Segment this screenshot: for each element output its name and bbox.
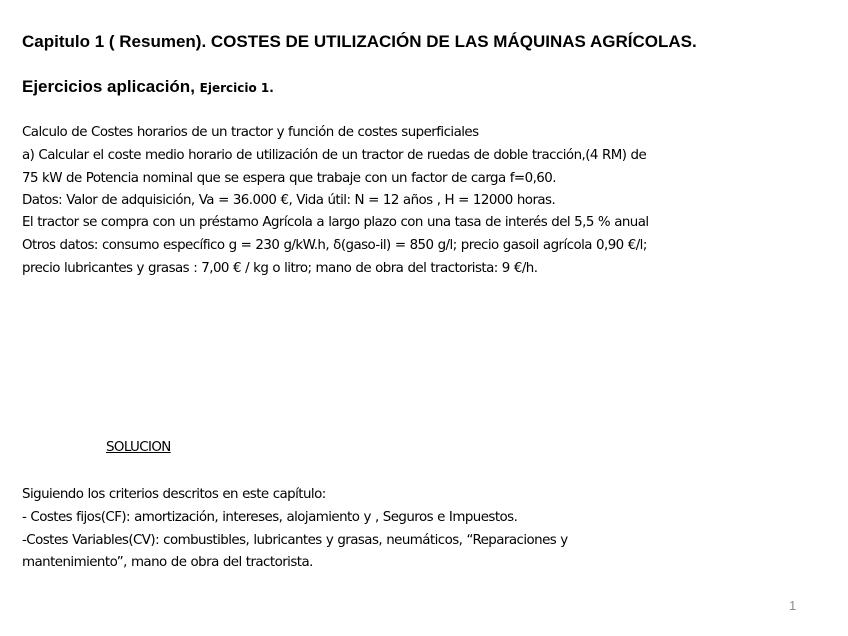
- solution-line-1: Siguiendo los criterios descritos en este capítulo:: [22, 487, 326, 502]
- subtitle-exercise-number: Ejercicio 1.: [199, 81, 274, 95]
- problem-line-6: Otros datos: consumo específico g = 230 g/kW.h, δ(gaso-il) = 850 g/l; precio gasoil agrícola 0,90 €/l;: [22, 238, 647, 253]
- page-number: 1: [789, 598, 797, 613]
- solution-line-4: mantenimiento”, mano de obra del tractorista.: [22, 555, 313, 570]
- solution-line-3: -Costes Variables(CV): combustibles, lubricantes y grasas, neumáticos, “Reparaciones y: [22, 533, 568, 548]
- subtitle-main: Ejercicios aplicación,: [22, 77, 200, 96]
- page-title: Capitulo 1 ( Resumen). COSTES DE UTILIZACIÓN DE LAS MÁQUINAS AGRÍCOLAS.: [22, 32, 697, 51]
- problem-line-5: El tractor se compra con un préstamo Agrícola a largo plazo con una tasa de interés del 5,5 % anual: [22, 215, 649, 230]
- problem-line-1: Calculo de Costes horarios de un tractor y función de costes superficiales: [22, 125, 479, 140]
- problem-line-7: precio lubricantes y grasas : 7,00 € / kg o litro; mano de obra del tractorista: 9 €/h.: [22, 261, 538, 276]
- problem-line-2: a) Calcular el coste medio horario de utilización de un tractor de ruedas de doble tracción,(4 RM) de: [22, 148, 647, 163]
- solution-line-2: - Costes fijos(CF): amortización, intereses, alojamiento y , Seguros e Impuestos.: [22, 510, 518, 525]
- problem-line-4: Datos: Valor de adquisición, Va = 36.000 €, Vida útil: N = 12 años , H = 12000 horas.: [22, 193, 556, 208]
- exercise-subtitle: [22, 77, 274, 97]
- problem-line-3: 75 kW de Potencia nominal que se espera que trabaje con un factor de carga f=0,60.: [22, 171, 556, 186]
- solution-heading: SOLUCION: [106, 440, 171, 455]
